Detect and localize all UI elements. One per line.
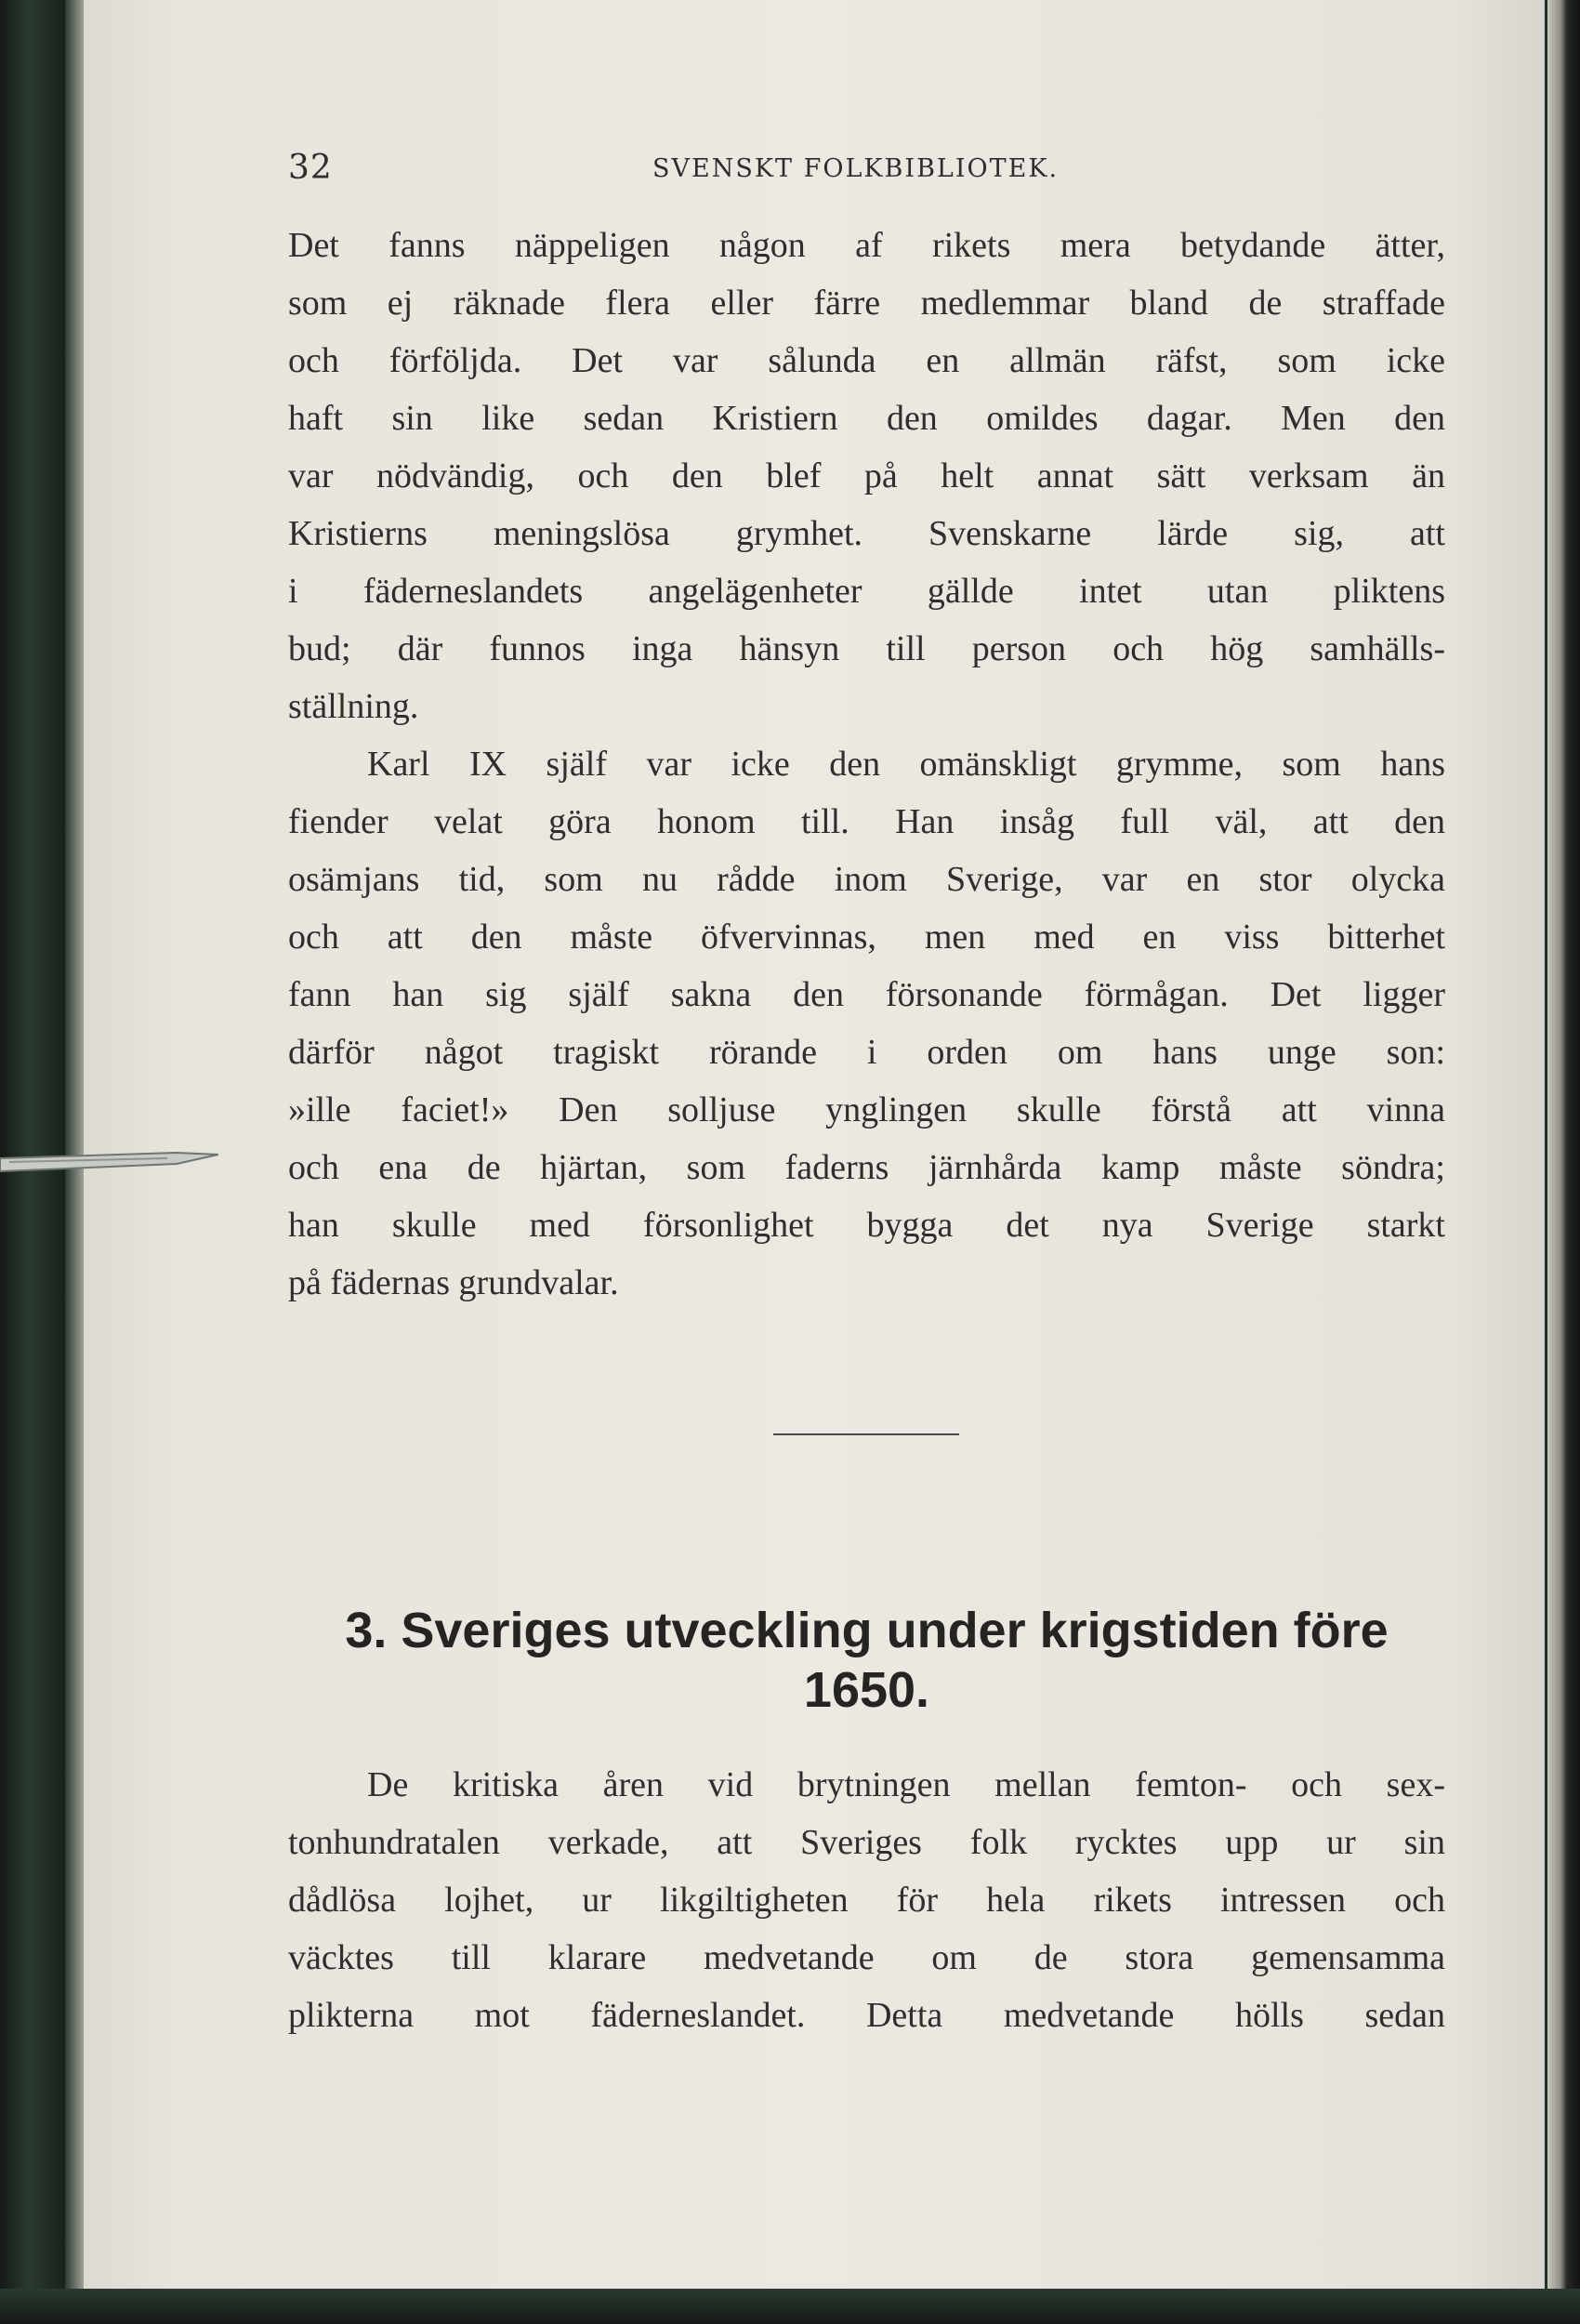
section-heading-line-1 (288, 1601, 1445, 1660)
text-line: därför något tragiskt rörande i orden om hans unge son: (288, 1033, 1445, 1072)
text-line: osämjans tid, som nu rådde inom Sverige, var en stor olycka (288, 860, 1445, 899)
book-bottom-edge (0, 2289, 1580, 2324)
text-line: Det fanns näppeligen någon af rikets mera betydande ätter, (288, 226, 1445, 265)
bookmark-ribbon-icon (0, 1151, 218, 1175)
text-line: »ille faciet!» Den solljuse ynglingen skulle förstå att vinna (288, 1090, 1445, 1129)
text-line: ställning. (288, 687, 419, 726)
section-divider (773, 1433, 959, 1435)
text-line: dådlösa lojhet, ur likgiltigheten för hela rikets intressen och (288, 1881, 1445, 1920)
text-line: väcktes till klarare medvetande om de stora gemensamma (288, 1938, 1445, 1977)
book-binding-right (1547, 0, 1580, 2324)
text-line: Karl IX själf var icke den omänskligt grymme, som hans (367, 745, 1445, 784)
text-line: bud; där funnos inga hänsyn till person och hög samhälls- (288, 629, 1445, 668)
text-line: fann han sig själf sakna den försonande förmågan. Det ligger (288, 975, 1445, 1014)
text-line: som ej räknade flera eller färre medlemmar bland de straffade (288, 284, 1445, 323)
text-line: plikterna mot fäderneslandet. Detta medvetande hölls sedan (288, 1996, 1445, 2035)
text-line: han skulle med försonlighet bygga det nya Sverige starkt (288, 1206, 1445, 1245)
text-line: och att den måste öfvervinnas, men med en viss bitterhet (288, 918, 1445, 957)
text-line: i fäderneslandets angelägenheter gällde intet utan pliktens (288, 572, 1445, 611)
text-line: och förföljda. Det var sålunda en allmän räfst, som icke (288, 341, 1445, 380)
running-title: SVENSKT FOLKBIBLIOTEK. (652, 154, 1060, 183)
text-line: och ena de hjärtan, som faderns järnhårda kamp måste söndra; (288, 1148, 1445, 1187)
section-title-1: Sveriges utveckling under krigstiden före (401, 1603, 1389, 1658)
text-line: tonhundratalen verkade, att Sveriges folk rycktes upp ur sin (288, 1823, 1445, 1862)
text-line: haft sin like sedan Kristiern den omildes dagar. Men den (288, 399, 1445, 438)
text-line: på fädernas grundvalar. (288, 1263, 619, 1302)
section-title-2: 1650. (803, 1662, 930, 1718)
section-heading (288, 1601, 1445, 1720)
section-number: 3. (345, 1603, 388, 1658)
text-line: var nödvändig, och den blef på helt annat sätt verksam än (288, 456, 1445, 495)
text-line: Kristierns meningslösa grymhet. Svenskarne lärde sig, att (288, 514, 1445, 553)
page-number: 32 (288, 149, 333, 187)
text-line: De kritiska åren vid brytningen mellan femton- och sex- (367, 1765, 1445, 1804)
running-header (288, 149, 1441, 195)
text-line: fiender velat göra honom till. Han insåg full väl, att den (288, 802, 1445, 841)
